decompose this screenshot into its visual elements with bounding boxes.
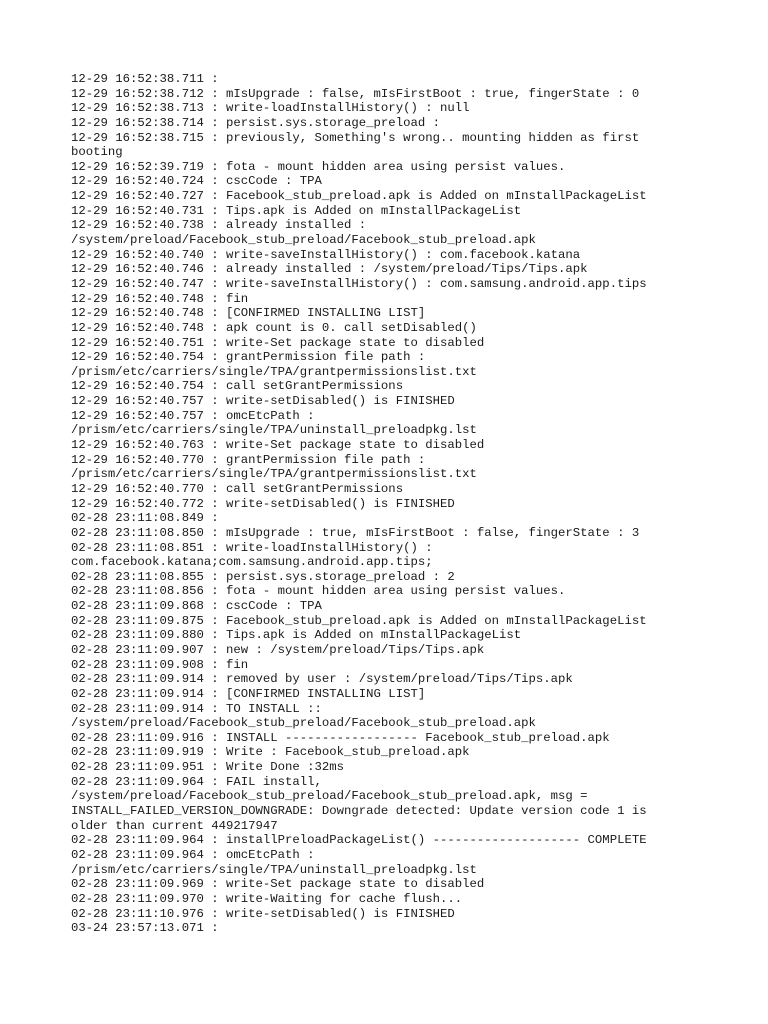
log-line: INSTALL_FAILED_VERSION_DOWNGRADE: Downgrade detected: Update version code 1 is [71,804,647,819]
log-line: /system/preload/Facebook_stub_preload/Facebook_stub_preload.apk, msg = [71,789,588,804]
log-line: 02-28 23:11:09.868 : cscCode : TPA [71,599,322,614]
log-line: booting [71,145,123,160]
log-line: 12-29 16:52:40.772 : write-setDisabled() is FINISHED [71,496,455,511]
log-line: 02-28 23:11:08.850 : mIsUpgrade : true, mIsFirstBoot : false, fingerState : 3 [71,525,640,540]
log-line: 12-29 16:52:40.757 : write-setDisabled() is FINISHED [71,394,455,409]
log-line: 12-29 16:52:40.746 : already installed : /system/preload/Tips/Tips.apk [71,262,588,277]
log-line: 12-29 16:52:40.727 : Facebook_stub_preload.apk is Added on mInstallPackageList [71,189,647,204]
log-line: 12-29 16:52:40.731 : Tips.apk is Added on mInstallPackageList [71,203,522,218]
log-line: 12-29 16:52:40.763 : write-Set package state to disabled [71,438,485,453]
log-line: /system/preload/Facebook_stub_preload/Facebook_stub_preload.apk [71,233,536,248]
log-line: 02-28 23:11:09.964 : omcEtcPath : [71,847,315,862]
log-line: 12-29 16:52:38.714 : persist.sys.storage_preload : [71,115,440,130]
log-line: 02-28 23:11:08.851 : write-loadInstallHistory() : [71,540,433,555]
log-line: /prism/etc/carriers/single/TPA/grantpermissionslist.txt [71,467,477,482]
log-line: 02-28 23:11:10.976 : write-setDisabled() is FINISHED [71,906,455,921]
log-line: 12-29 16:52:40.740 : write-saveInstallHistory() : com.facebook.katana [71,247,581,262]
log-line: 12-29 16:52:40.770 : call setGrantPermissions [71,481,404,496]
log-line: 02-28 23:11:09.908 : fin [71,657,249,672]
log-line: older than current 449217947 [71,818,278,833]
log-line: 12-29 16:52:38.711 : [71,72,219,86]
log-line: 02-28 23:11:09.919 : Write : Facebook_stub_preload.apk [71,745,470,760]
log-line: 03-24 23:57:13.071 : [71,921,219,936]
log-line: 02-28 23:11:08.849 : [71,511,219,526]
log-line: 02-28 23:11:09.880 : Tips.apk is Added on mInstallPackageList [71,628,522,643]
log-line: 02-28 23:11:09.914 : removed by user : /system/preload/Tips/Tips.apk [71,672,573,687]
log-line: 12-29 16:52:39.719 : fota - mount hidden area using persist values. [71,159,566,174]
log-line: 12-29 16:52:38.712 : mIsUpgrade : false, mIsFirstBoot : true, fingerState : 0 [71,86,640,101]
log-line: 02-28 23:11:09.916 : INSTALL ------------------ Facebook_stub_preload.apk [71,730,610,745]
log-line: 12-29 16:52:40.747 : write-saveInstallHistory() : com.samsung.android.app.tips [71,276,647,291]
log-line: 12-29 16:52:38.713 : write-loadInstallHistory() : null [71,101,470,116]
log-line: 12-29 16:52:40.751 : write-Set package state to disabled [71,335,485,350]
log-line: 02-28 23:11:09.875 : Facebook_stub_preload.apk is Added on mInstallPackageList [71,613,647,628]
log-line: /prism/etc/carriers/single/TPA/grantpermissionslist.txt [71,364,477,379]
log-line: 12-29 16:52:40.754 : call setGrantPermissions [71,379,404,394]
log-line: /prism/etc/carriers/single/TPA/uninstall_preloadpkg.lst [71,862,477,877]
log-line: 12-29 16:52:40.748 : [CONFIRMED INSTALLING LIST] [71,306,426,321]
log-line: 12-29 16:52:40.738 : already installed : [71,218,367,233]
log-line: com.facebook.katana;com.samsung.android.app.tips; [71,555,433,570]
log-line: /prism/etc/carriers/single/TPA/uninstall_preloadpkg.lst [71,423,477,438]
log-line: 12-29 16:52:40.724 : cscCode : TPA [71,174,322,189]
log-line: 12-29 16:52:40.748 : apk count is 0. call setDisabled() [71,320,477,335]
log-line: 12-29 16:52:40.748 : fin [71,291,249,306]
log-text-block [71,72,691,936]
log-line: 02-28 23:11:09.951 : Write Done :32ms [71,760,345,775]
log-line: 02-28 23:11:08.856 : fota - mount hidden area using persist values. [71,584,566,599]
log-line: 12-29 16:52:40.754 : grantPermission file path : [71,350,426,365]
log-line: 12-29 16:52:40.757 : omcEtcPath : [71,408,315,423]
log-line: 02-28 23:11:09.907 : new : /system/preload/Tips/Tips.apk [71,642,485,657]
log-line: 02-28 23:11:09.970 : write-Waiting for cache flush... [71,891,463,906]
log-line: 02-28 23:11:09.969 : write-Set package state to disabled [71,877,485,892]
log-line: /system/preload/Facebook_stub_preload/Facebook_stub_preload.apk [71,716,536,731]
log-line: 02-28 23:11:09.914 : [CONFIRMED INSTALLING LIST] [71,686,426,701]
log-line: 02-28 23:11:09.964 : FAIL install, [71,774,322,789]
log-line: 12-29 16:52:38.715 : previously, Something's wrong.. mounting hidden as first [71,130,640,145]
log-line: 02-28 23:11:09.914 : TO INSTALL :: [71,701,322,716]
log-line: 02-28 23:11:09.964 : installPreloadPackageList() -------------------- COMPLETE [71,833,647,848]
log-line: 12-29 16:52:40.770 : grantPermission file path : [71,452,426,467]
log-line: 02-28 23:11:08.855 : persist.sys.storage_preload : 2 [71,569,455,584]
